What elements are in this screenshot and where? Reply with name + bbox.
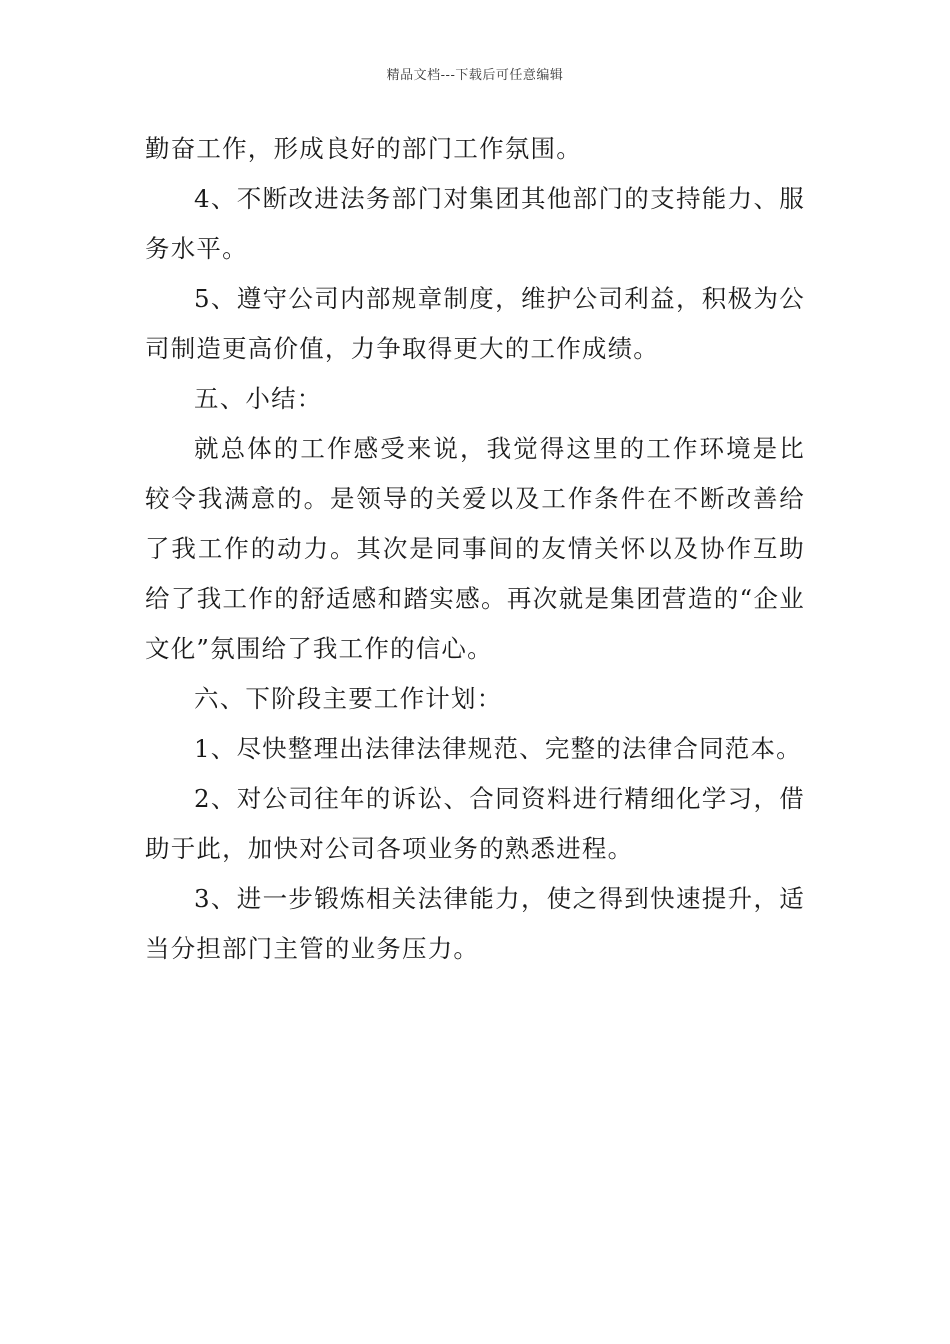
page-header: 精品文档---下载后可任意编辑 [386, 68, 564, 83]
paragraph-plan-2: 2、对公司往年的诉讼、合同资料进行精细化学习，借助于此，加快对公司各项业务的熟悉进程。 [145, 784, 805, 863]
section-heading-plan: 六、下阶段主要工作计划： [194, 684, 503, 713]
paragraph-item-4: 4、不断改进法务部门对集团其他部门的支持能力、服务水平。 [145, 184, 805, 263]
paragraph-summary: 就总体的工作感受来说，我觉得这里的工作环境是比较令我满意的。是领导的关爱以及工作条件在不断改善给了我工作的动力。其次是同事间的友情关怀以及协作互助给了我工作的舒适感和踏实感。再次就是集团营造的“企业文化”氛围给了我工作的信心。 [145, 434, 805, 663]
section-heading-summary: 五、小结： [194, 384, 323, 413]
paragraph-plan-3: 3、进一步锻炼相关法律能力，使之得到快速提升，适当分担部门主管的业务压力。 [145, 884, 805, 963]
document-body [145, 124, 805, 974]
paragraph-item-5: 5、遵守公司内部规章制度，维护公司利益，积极为公司制造更高价值，力争取得更大的工作成绩。 [145, 284, 805, 363]
paragraph-continuation: 勤奋工作，形成良好的部门工作氛围。 [145, 134, 582, 163]
paragraph-plan-1: 1、尽快整理出法律法律规范、完整的法律合同范本。 [194, 734, 802, 763]
